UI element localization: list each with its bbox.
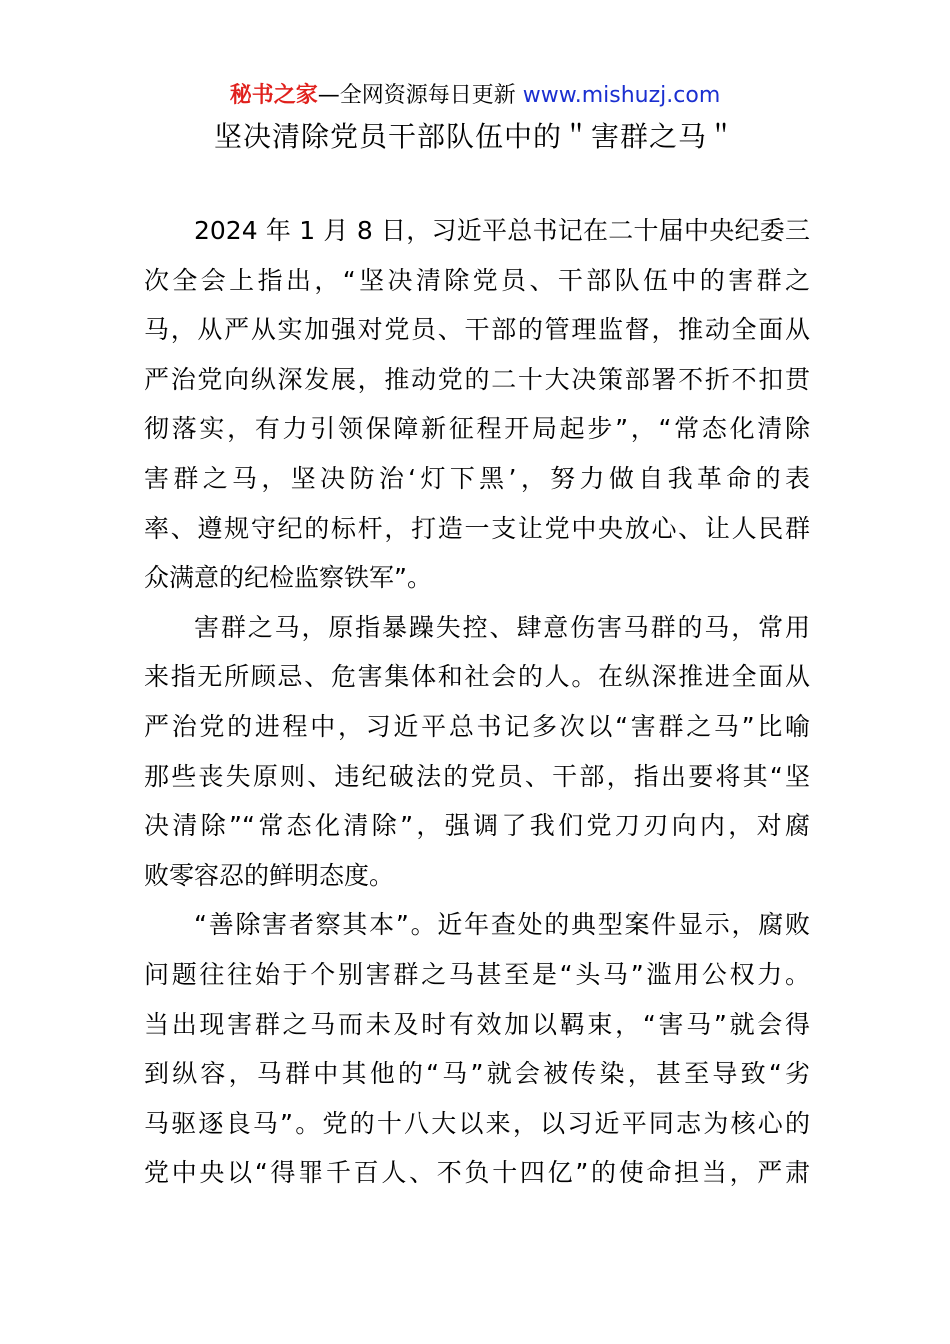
paragraph-line: 彻落实，有力引领保障新征程开局起步”，“常态化清除 — [144, 414, 810, 444]
paragraph-line: 率、遵规守纪的标杆，打造一支让党中央放心、让人民群 — [144, 513, 810, 543]
paragraph-line: 决清除”“常态化清除”，强调了我们党刀刃向内，对腐 — [144, 811, 810, 841]
document-title: 坚决清除党员干部队伍中的＂害群之马＂ — [213, 120, 736, 153]
document-body — [144, 206, 810, 1198]
paragraph-line: 马，从严从实加强对党员、干部的管理监督，推动全面从 — [144, 315, 810, 345]
paragraph-line: “善除害者察其本”。近年查处的典型案件显示，腐败 — [194, 910, 810, 940]
paragraph-line: 败零容忍的鲜明态度。 — [144, 860, 395, 890]
site-header — [0, 80, 950, 112]
paragraph-line: 那些丧失原则、违纪破法的党员、干部，指出要将其“坚 — [144, 761, 810, 791]
paragraph-line: 害群之马，原指暴躁失控、肆意伤害马群的马，常用 — [194, 612, 810, 642]
header-tagline: —全网资源每日更新 — [317, 83, 523, 108]
paragraph-3 — [144, 900, 810, 1198]
paragraph-line: 当出现害群之马而未及时有效加以羁束，“害马”就会得 — [144, 1009, 810, 1039]
brand-name: 秘书之家 — [229, 83, 318, 108]
paragraph-line: 严治党向纵深发展，推动党的二十大决策部署不折不扣贯 — [144, 364, 810, 394]
paragraph-line: 来指无所顾忌、危害集体和社会的人。在纵深推进全面从 — [144, 662, 810, 692]
paragraph-line: 问题往往始于个别害群之马甚至是“头马”滥用公权力。 — [144, 959, 810, 989]
paragraph-1 — [144, 206, 810, 603]
paragraph-line: 马驱逐良马”。党的十八大以来，以习近平同志为核心的 — [144, 1108, 810, 1138]
paragraph-2 — [144, 603, 810, 901]
paragraph-line: 严治党的进程中，习近平总书记多次以“害群之马”比喻 — [144, 711, 810, 741]
paragraph-line: 2024 年 1 月 8 日，习近平总书记在二十届中央纪委三 — [194, 216, 810, 245]
paragraph-line: 众满意的纪检监察铁军”。 — [144, 563, 432, 593]
paragraph-line: 党中央以“得罪千百人、不负十四亿”的使命担当，严肃 — [144, 1158, 810, 1188]
paragraph-line: 害群之马，坚决防治‘灯下黑’，努力做自我革命的表 — [144, 463, 810, 493]
paragraph-line: 到纵容，马群中其他的“马”就会被传染，甚至导致“劣 — [144, 1059, 810, 1089]
paragraph-line: 次全会上指出，“坚决清除党员、干部队伍中的害群之 — [144, 265, 810, 295]
site-url-link[interactable]: www.mishuzj.com — [522, 83, 721, 108]
